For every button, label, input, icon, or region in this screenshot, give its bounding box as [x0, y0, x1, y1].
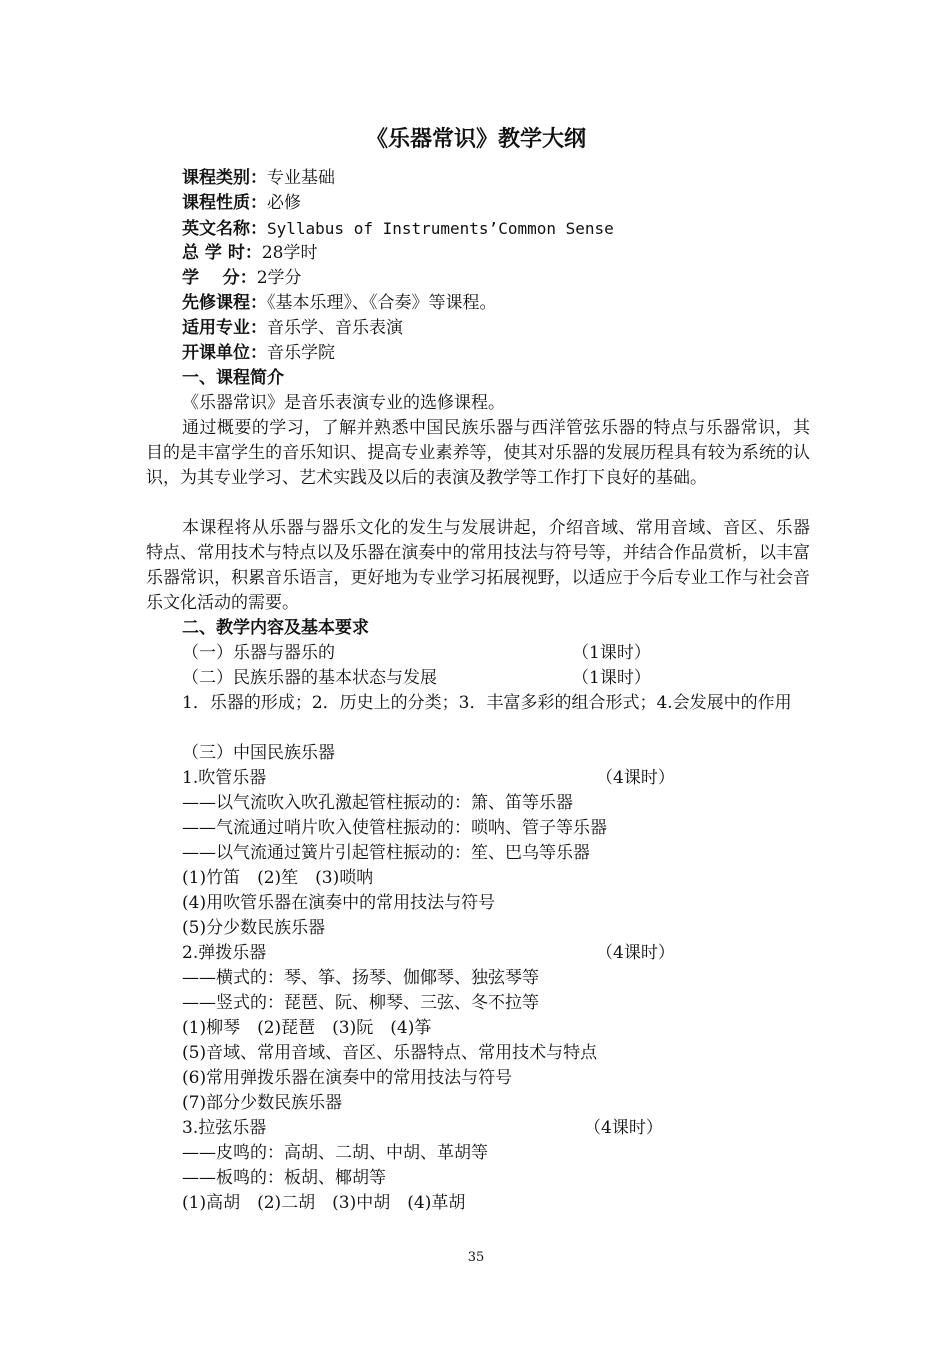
- meta-value: 音乐学院: [267, 343, 335, 363]
- list-item: (1)柳琴 (2)琵琶 (3)阮 (4)筝: [182, 1018, 432, 1038]
- meta-value: Syllabus of Instruments’Common Sense: [267, 219, 614, 238]
- page-number: 35: [467, 1250, 485, 1265]
- meta-label: 课程性质: [182, 193, 250, 213]
- list-item: (1)竹笛 (2)笙 (3)唢呐: [182, 868, 374, 888]
- intro-paragraph-3: 本课程将从乐器与器乐文化的发生与发展讲起，介绍音域、常用音域、音区、乐器特点、常用技术与特点以及乐器在演奏中的常用技法与符号等，并结合作品赏析，以丰富乐器常识，积累音乐语言，更好地为专业学习拓展视野，以适应于今后专业工作与社会音乐文化活动的需要。: [146, 518, 810, 613]
- meta-value: 《基本乐理》、《合奏》等课程。: [267, 293, 497, 313]
- list-item: ——以气流通过簧片引起管柱振动的：笙、巴乌等乐器: [182, 843, 590, 863]
- meta-value: 必修: [267, 193, 301, 213]
- list-item: ——气流通过哨片吹入使管柱振动的：唢呐、管子等乐器: [182, 818, 607, 838]
- page-title: 《乐器常识》教学大纲: [365, 127, 586, 152]
- list-item: (1)高胡 (2)二胡 (3)中胡 (4)革胡: [182, 1193, 466, 1213]
- unit-2-description: 1．乐器的形成；2．历史上的分类；3．丰富多彩的组合形式；4.会发展中的作用: [182, 693, 792, 713]
- plucked-instruments-title: 2.弹拨乐器: [182, 943, 267, 963]
- list-item: (4)用吹管乐器在演奏中的常用技法与符号: [182, 893, 496, 913]
- unit-1-title: （一）乐器与器乐的: [182, 643, 335, 663]
- list-item: (7)部分少数民族乐器: [182, 1093, 343, 1113]
- meta-department: 开课单位：音乐学院: [182, 343, 335, 363]
- meta-value: 28学时: [261, 243, 318, 263]
- meta-course-category: 课程类别：专业基础: [182, 168, 335, 188]
- meta-value: 音乐学、音乐表演: [267, 318, 403, 338]
- list-item: (5)音域、常用音域、音区、乐器特点、常用技术与特点: [182, 1043, 598, 1063]
- meta-prerequisites: 先修课程：《基本乐理》、《合奏》等课程。: [182, 293, 497, 313]
- meta-label: 先修课程: [182, 293, 250, 313]
- wind-instruments-hours: （4课时）: [596, 768, 675, 788]
- list-item: ——横式的：琴、筝、扬琴、伽倻琴、独弦琴等: [182, 968, 539, 988]
- meta-value: 2学分: [256, 268, 302, 288]
- list-item: ——皮鸣的：高胡、二胡、中胡、革胡等: [182, 1143, 488, 1163]
- section-heading-content: 二、教学内容及基本要求: [182, 618, 369, 638]
- unit-2-hours: （1课时）: [572, 668, 651, 688]
- unit-1-hours: （1课时）: [572, 643, 651, 663]
- meta-label: 总 学 时: [182, 243, 245, 263]
- intro-paragraph-2: 通过概要的学习，了解并熟悉中国民族乐器与西洋管弦乐器的特点与乐器常识，其目的是丰富学生的音乐知识、提高专业素养等，使其对乐器的发展历程具有较为系统的认识，为其专业学习、艺术实践及以后的表演及教学等工作打下良好的基础。: [146, 418, 810, 488]
- plucked-instruments-hours: （4课时）: [596, 943, 675, 963]
- meta-value: 专业基础: [267, 168, 335, 188]
- list-item: (6)常用弹拨乐器在演奏中的常用技法与符号: [182, 1068, 513, 1088]
- unit-3-title: （三）中国民族乐器: [182, 743, 335, 763]
- meta-applicable-majors: 适用专业：音乐学、音乐表演: [182, 318, 403, 338]
- meta-label: 适用专业: [182, 318, 250, 338]
- bowed-instruments-hours: （4课时）: [584, 1118, 663, 1138]
- section-heading-intro: 一、课程简介: [182, 368, 284, 388]
- meta-label: 开课单位: [182, 343, 250, 363]
- list-item: (5)分少数民族乐器: [182, 918, 326, 938]
- meta-label: 学 分: [182, 268, 240, 288]
- meta-total-hours: 总 学 时：28学时: [182, 243, 318, 263]
- meta-label: 英文名称: [182, 219, 250, 239]
- bowed-instruments-title: 3.拉弦乐器: [182, 1118, 267, 1138]
- unit-2-title: （二）民族乐器的基本状态与发展: [182, 668, 437, 688]
- intro-paragraph-1: 《乐器常识》是音乐表演专业的选修课程。: [182, 393, 505, 413]
- list-item: ——竖式的：琵琶、阮、柳琴、三弦、冬不拉等: [182, 993, 539, 1013]
- wind-instruments-title: 1.吹管乐器: [182, 768, 267, 788]
- meta-label: 课程类别: [182, 168, 250, 188]
- meta-course-nature: 课程性质：必修: [182, 193, 301, 213]
- meta-english-name: 英文名称：Syllabus of Instruments’Common Sense: [182, 219, 614, 239]
- meta-credits: 学 分：2学分: [182, 268, 302, 288]
- list-item: ——板鸣的：板胡、椰胡等: [182, 1168, 386, 1188]
- list-item: ——以气流吹入吹孔激起管柱振动的：箫、笛等乐器: [182, 793, 573, 813]
